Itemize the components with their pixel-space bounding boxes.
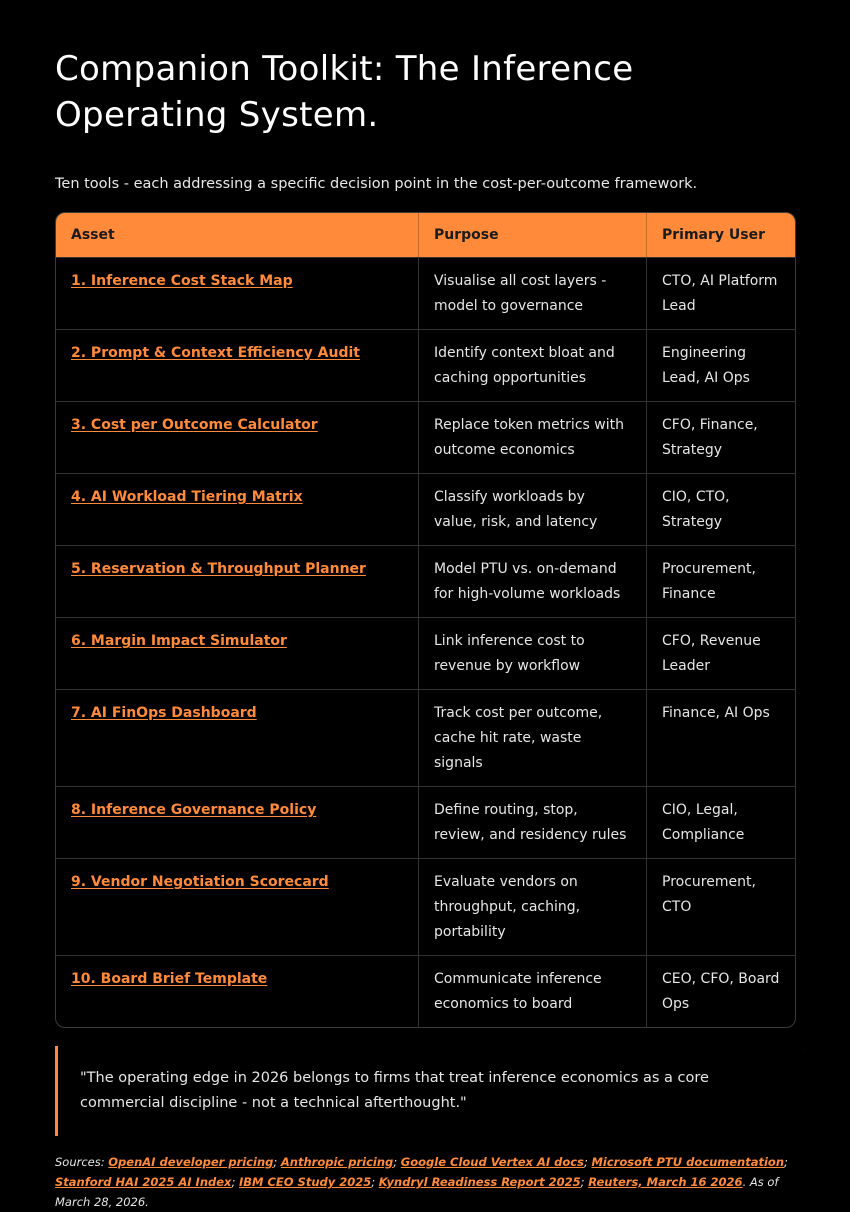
page [55,46,795,1212]
source-link[interactable]: Microsoft PTU documentation [591,1155,785,1169]
asset-link[interactable]: 1. Inference Cost Stack Map [71,273,293,289]
table-row [56,786,795,858]
purpose-cell: Visualise all cost layers - model to governance [419,258,647,329]
primary-user-cell: CTO, AI Platform Lead [662,273,778,314]
primary-user-cell: Engineering Lead, AI Ops [662,345,750,386]
primary-user-cell: CIO, CTO, Strategy [662,489,730,530]
pull-quote: "The operating edge in 2026 belongs to firms that treat inference economics as a core commercial discipline - not a technical afterthought." [55,1046,780,1136]
purpose-cell: Replace token metrics with outcome economics [419,402,647,473]
asset-cell [56,956,419,1027]
source-link[interactable]: Kyndryl Readiness Report 2025 [378,1175,581,1189]
source-link[interactable]: Anthropic pricing [280,1155,394,1169]
asset-cell [56,402,419,473]
source-link[interactable]: Google Cloud Vertex AI docs [400,1155,584,1169]
source-link[interactable]: OpenAI developer pricing [108,1155,274,1169]
asset-link[interactable]: 2. Prompt & Context Efficiency Audit [71,345,360,361]
source-link[interactable]: Stanford HAI 2025 AI Index [55,1175,232,1189]
source-separator: ; [784,1155,788,1169]
purpose-cell: Evaluate vendors on throughput, caching, portability [419,859,647,955]
asset-link[interactable]: 4. AI Workload Tiering Matrix [71,489,303,505]
asset-cell [56,859,419,955]
asset-cell [56,546,419,617]
purpose-cell: Track cost per outcome, cache hit rate, waste signals [419,690,647,786]
primary-user-cell: Finance, AI Ops [662,705,770,721]
purpose-cell: Communicate inference economics to board [419,956,647,1027]
column-header-primary-user: Primary User [662,227,766,243]
source-link[interactable]: IBM CEO Study 2025 [238,1175,372,1189]
sources-note [55,1152,795,1212]
source-separator: ; [583,1155,592,1169]
purpose-cell: Define routing, stop, review, and residency rules [419,787,647,858]
table-row [56,257,795,329]
purpose-cell: Identify context bloat and caching opportunities [419,330,647,401]
table-row [56,545,795,617]
column-header-purpose: Purpose [419,213,647,257]
source-separator: ; [231,1175,239,1189]
table-row [56,401,795,473]
source-separator: ; [393,1155,401,1169]
source-separator: ; [273,1155,281,1169]
source-separator: ; [371,1175,379,1189]
primary-user-cell: Procurement, CTO [662,874,756,915]
table-row [56,473,795,545]
asset-cell [56,690,419,786]
primary-user-cell: CFO, Revenue Leader [662,633,761,674]
primary-user-cell: CIO, Legal, Compliance [662,802,745,843]
sources-suffix: . As of March 28, 2026. [55,1175,779,1209]
sources-prefix: Sources: [55,1155,109,1169]
asset-link[interactable]: 5. Reservation & Throughput Planner [71,561,366,577]
purpose-cell: Model PTU vs. on-demand for high-volume workloads [419,546,647,617]
primary-user-cell: Procurement, Finance [662,561,756,602]
title-line-2: Operating System. [55,95,379,135]
table-header-row [56,213,795,257]
table-row [56,329,795,401]
page-title [55,46,795,138]
purpose-cell: Link inference cost to revenue by workflow [419,618,647,689]
source-link[interactable]: Reuters, March 16 2026 [588,1175,743,1189]
page-subtitle: Ten tools - each addressing a specific decision point in the cost-per-outcome framework. [55,176,698,192]
asset-link[interactable]: 8. Inference Governance Policy [71,802,317,818]
asset-cell [56,258,419,329]
purpose-cell: Classify workloads by value, risk, and latency [419,474,647,545]
table-row [56,858,795,955]
asset-link[interactable]: 7. AI FinOps Dashboard [71,705,257,721]
sources-links [55,1155,788,1189]
asset-link[interactable]: 6. Margin Impact Simulator [71,633,287,649]
asset-cell [56,618,419,689]
toolkit-table [55,212,796,1028]
asset-link[interactable]: 10. Board Brief Template [71,971,268,987]
asset-link[interactable]: 9. Vendor Negotiation Scorecard [71,874,329,890]
asset-cell [56,330,419,401]
column-header-asset: Asset [56,213,419,257]
source-separator: ; [580,1175,589,1189]
primary-user-cell: CEO, CFO, Board Ops [662,971,780,1012]
table-row [56,955,795,1027]
table-row [56,617,795,689]
asset-cell [56,474,419,545]
table-row [56,689,795,786]
title-line-1: Companion Toolkit: The Inference [55,49,634,89]
table-body [56,257,795,1027]
primary-user-cell: CFO, Finance, Strategy [662,417,758,458]
asset-cell [56,787,419,858]
asset-link[interactable]: 3. Cost per Outcome Calculator [71,417,318,433]
